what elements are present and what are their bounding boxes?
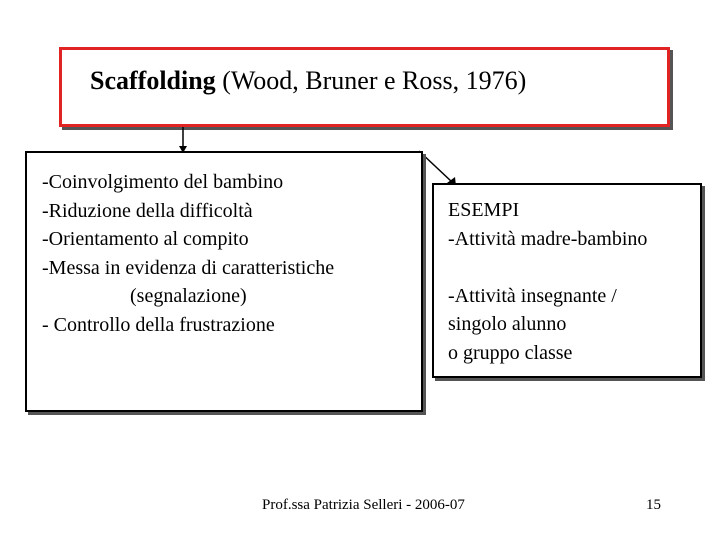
title-keyword: Scaffolding xyxy=(90,66,216,95)
feature-item: -Coinvolgimento del bambino xyxy=(42,171,284,193)
title-citation: (Wood, Bruner e Ross, 1976) xyxy=(215,66,527,95)
feature-item: -Messa in evidenza di caratteristiche xyxy=(42,256,335,279)
feature-item: -Orientamento al compito xyxy=(42,228,249,250)
examples-list xyxy=(448,196,698,367)
feature-item: - Controllo della frustrazione xyxy=(42,313,275,336)
example-item-continued: o gruppo classe xyxy=(448,341,573,364)
example-item: -Attività insegnante / xyxy=(448,284,617,307)
example-item-continued: singolo alunno xyxy=(448,313,567,335)
examples-heading: ESEMPI xyxy=(448,199,520,221)
feature-item: -Riduzione della difficoltà xyxy=(42,199,253,222)
feature-item-continued: (segnalazione) xyxy=(130,285,247,307)
example-item: -Attività madre-bambino xyxy=(448,227,648,250)
page-number: 15 xyxy=(646,497,661,513)
features-list xyxy=(42,168,412,339)
diagonal-arrow-line xyxy=(419,151,452,182)
footer-author: Prof.ssa Patrizia Selleri - 2006-07 xyxy=(262,497,465,513)
